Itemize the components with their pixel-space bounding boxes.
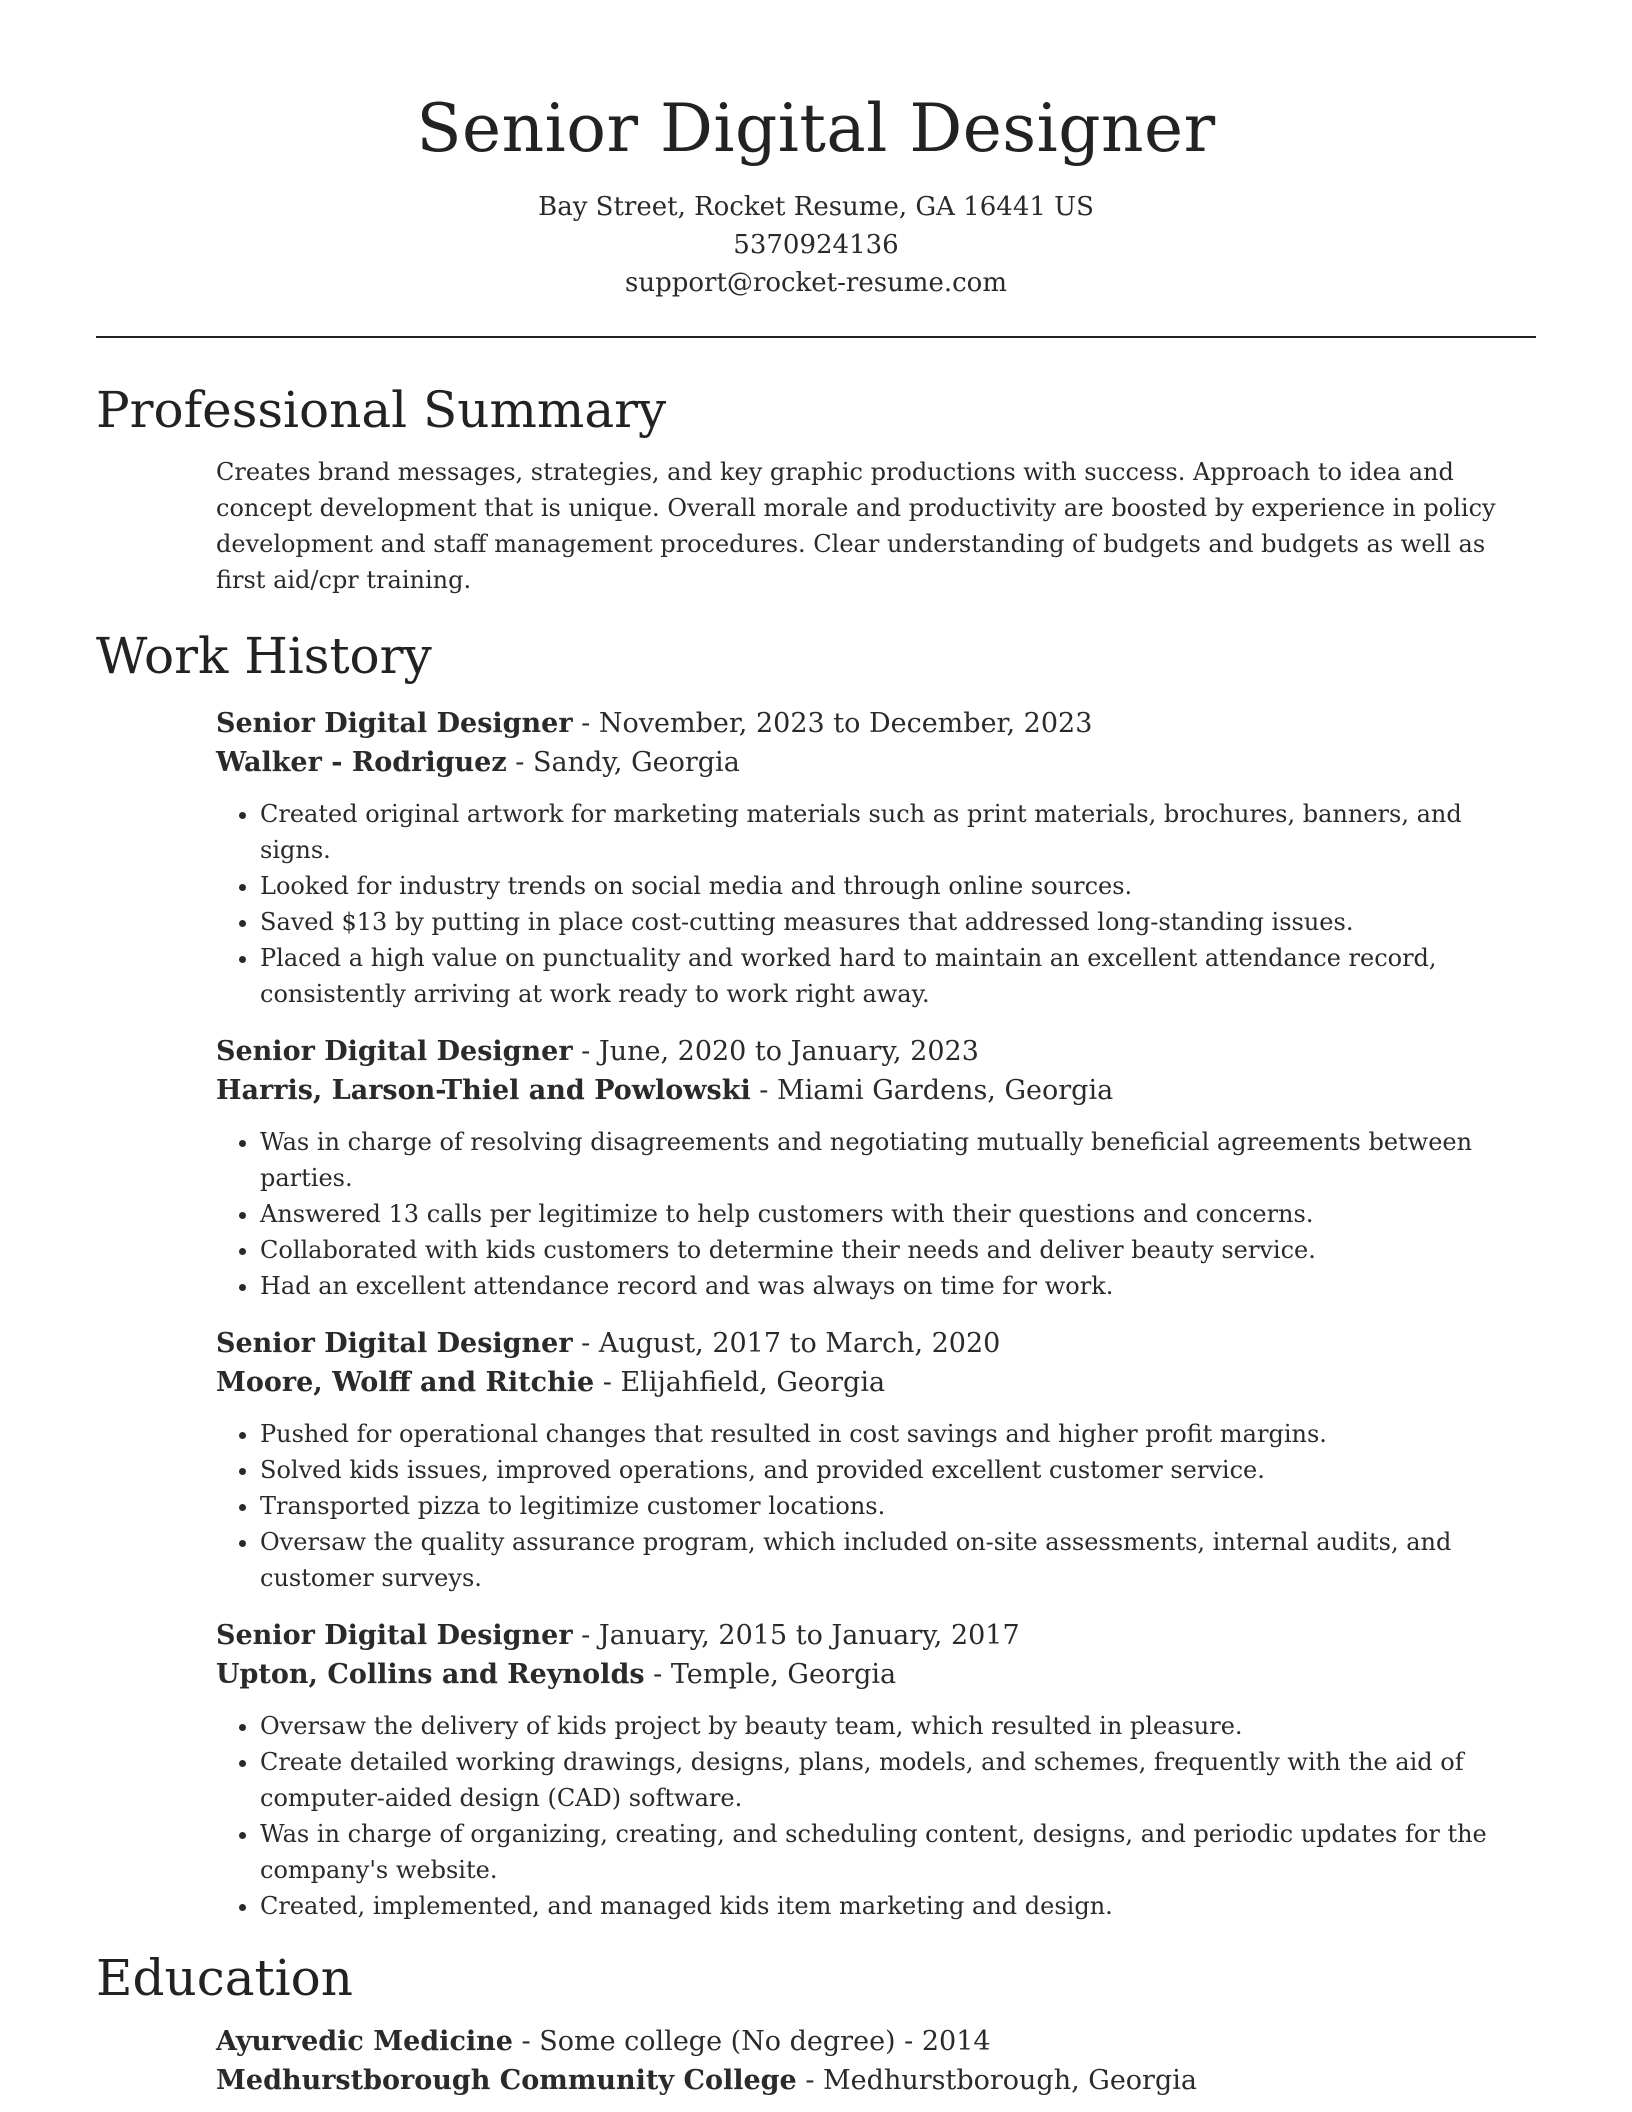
education-degree: Some college (No degree) xyxy=(539,2026,896,2057)
job-role: Senior Digital Designer xyxy=(216,708,573,739)
separator: - xyxy=(594,1367,621,1398)
job-dates: November, 2023 to December, 2023 xyxy=(598,708,1093,739)
separator: - xyxy=(895,2026,922,2057)
header-divider xyxy=(96,336,1536,338)
job-company: Moore, Wolff and Ritchie xyxy=(216,1367,595,1398)
job-company: Walker - Rodriguez xyxy=(216,747,507,778)
separator: - xyxy=(512,2026,540,2057)
list-item: • Create detailed working drawings, designs, plans, models, and schemes, frequently with the aid of computer-aided design (CAD) software. xyxy=(260,1744,1536,1816)
candidate-name: Senior Digital Designer xyxy=(416,90,1216,167)
list-item: • Created original artwork for marketing materials such as print materials, brochures, banners, and signs. xyxy=(260,796,1536,868)
list-item: • Solved kids issues, improved operations, and provided excellent customer service. xyxy=(260,1452,1536,1488)
education-school: Medhurstborough Community College xyxy=(216,2065,797,2096)
job-entry xyxy=(216,1324,1536,1596)
job-dates: January, 2015 to January, 2017 xyxy=(598,1620,1020,1651)
job-dates: June, 2020 to January, 2023 xyxy=(598,1036,979,1067)
list-item: • Pushed for operational changes that resulted in cost savings and higher profit margins. xyxy=(260,1416,1536,1452)
job-company: Upton, Collins and Reynolds xyxy=(216,1659,645,1690)
education-degree-line xyxy=(216,2022,1536,2061)
education-list xyxy=(96,2022,1536,2100)
job-location: Sandy, Georgia xyxy=(532,747,740,778)
job-company-line xyxy=(216,743,1536,782)
job-company-line xyxy=(216,1655,1536,1694)
list-item: • Oversaw the delivery of kids project by beauty team, which resulted in pleasure. xyxy=(260,1708,1536,1744)
job-title-line xyxy=(216,704,1536,743)
job-role: Senior Digital Designer xyxy=(216,1620,573,1651)
job-company: Harris, Larson-Thiel and Powlowski xyxy=(216,1075,751,1106)
email-text: support@rocket-resume.com xyxy=(624,268,1007,298)
job-bullets xyxy=(216,796,1536,1012)
work-history-heading: Work History xyxy=(96,627,432,685)
summary-text: Creates brand messages, strategies, and key graphic productions with success. Approach to idea and concept development that is unique. Overall morale and productivity are boosted by experience in policy development and staff management procedures. Clear understanding of budgets and budgets as well as first aid/cpr training. xyxy=(216,458,1496,594)
work-history-list xyxy=(96,704,1536,1924)
list-item: • Was in charge of organizing, creating, and scheduling content, designs, and periodic updates for the company's website. xyxy=(260,1816,1536,1888)
job-role: Senior Digital Designer xyxy=(216,1036,573,1067)
contact-block xyxy=(96,188,1536,302)
separator: - xyxy=(750,1075,778,1106)
job-bullets xyxy=(216,1708,1536,1924)
separator: - xyxy=(572,1620,599,1651)
list-item: • Collaborated with kids customers to determine their needs and deliver beauty service. xyxy=(260,1232,1536,1268)
job-title-line xyxy=(216,1324,1536,1363)
job-location: Miami Gardens, Georgia xyxy=(777,1075,1114,1106)
job-dates: August, 2017 to March, 2020 xyxy=(598,1328,1001,1359)
education-year: 2014 xyxy=(921,2026,991,2057)
list-item: • Placed a high value on punctuality and worked hard to maintain an excellent attendance record, consistently arriving at work ready to work right away. xyxy=(260,940,1536,1012)
job-title-line xyxy=(216,1616,1536,1655)
list-item: • Transported pizza to legitimize customer locations. xyxy=(260,1488,1536,1524)
job-title-line xyxy=(216,1032,1536,1071)
list-item: • Oversaw the quality assurance program, which included on-site assessments, internal audits, and customer surveys. xyxy=(260,1524,1536,1596)
job-bullets xyxy=(216,1416,1536,1596)
list-item: • Created, implemented, and managed kids item marketing and design. xyxy=(260,1888,1536,1924)
list-item: • Looked for industry trends on social media and through online sources. xyxy=(260,868,1536,904)
resume-header xyxy=(96,0,1536,302)
education-heading: Education xyxy=(96,1949,353,2007)
separator: - xyxy=(796,2065,824,2096)
job-role: Senior Digital Designer xyxy=(216,1328,573,1359)
phone-text: 5370924136 xyxy=(733,230,899,260)
summary-heading: Professional Summary xyxy=(96,381,667,439)
job-entry xyxy=(216,1032,1536,1304)
separator: - xyxy=(506,747,533,778)
job-company-line xyxy=(216,1363,1536,1402)
job-location: Elijahfield, Georgia xyxy=(620,1367,886,1398)
education-field: Ayurvedic Medicine xyxy=(216,2026,513,2057)
list-item: • Saved $13 by putting in place cost-cutting measures that addressed long-standing issues. xyxy=(260,904,1536,940)
separator: - xyxy=(572,1328,599,1359)
job-entry xyxy=(216,1616,1536,1924)
job-bullets xyxy=(216,1124,1536,1304)
education-location: Medhurstborough, Georgia xyxy=(823,2065,1197,2096)
education-entry xyxy=(216,2022,1536,2100)
job-entry xyxy=(216,704,1536,1012)
list-item: • Was in charge of resolving disagreements and negotiating mutually beneficial agreements between parties. xyxy=(260,1124,1536,1196)
job-company-line xyxy=(216,1071,1536,1110)
separator: - xyxy=(572,1036,599,1067)
separator: - xyxy=(572,708,599,739)
list-item: • Had an excellent attendance record and was always on time for work. xyxy=(260,1268,1536,1304)
list-item: • Answered 13 calls per legitimize to help customers with their questions and concerns. xyxy=(260,1196,1536,1232)
address-text: Bay Street, Rocket Resume, GA 16441 US xyxy=(538,192,1094,222)
education-school-line xyxy=(216,2061,1536,2100)
job-location: Temple, Georgia xyxy=(670,1659,897,1690)
separator: - xyxy=(644,1659,671,1690)
